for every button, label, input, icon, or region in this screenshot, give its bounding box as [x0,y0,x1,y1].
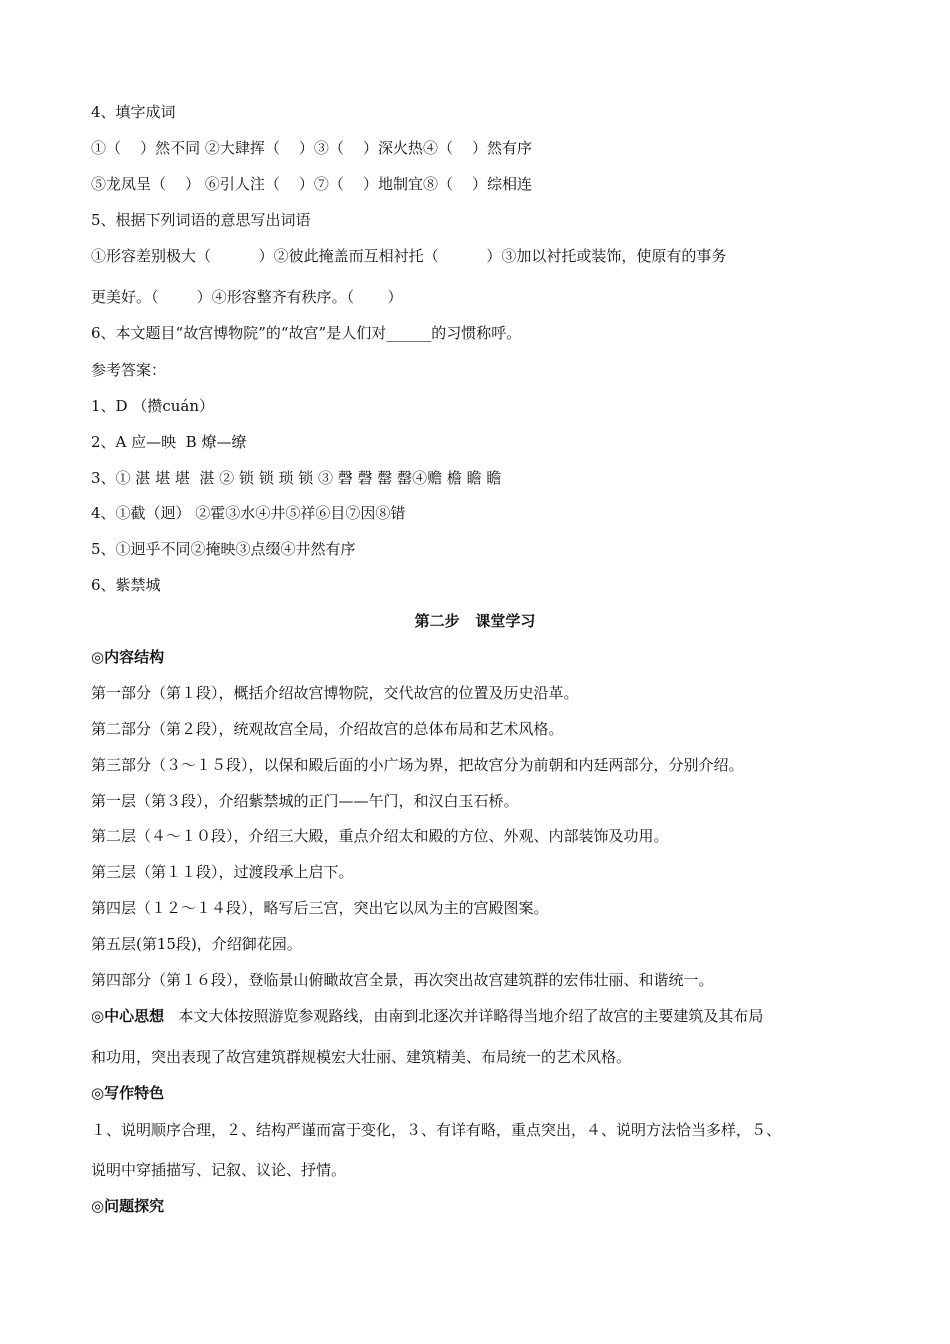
writing-features-heading: ◎写作特色 [91,1084,165,1102]
answer-line: 3、① 湛 堪 堪 湛 ② 锁 锁 琐 锁 ③ 磬 磬 罄 罄④赡 檐 瞻 瞻 [91,469,502,487]
exercise-line: ⑤龙凤呈（ ） ⑥引人注（ ）⑦（ ）地制宜⑧（ ）综相连 [91,175,533,193]
structure-line: 第二层（４～１０段），介绍三大殿，重点介绍太和殿的方位、外观、内部装饰及功用。 [91,827,669,845]
answer-line: 4、①截（迥） ②霍③水④井⑤祥⑥目⑦因⑧错 [91,504,406,522]
structure-line: 第三部分（３～１５段），以保和殿后面的小广场为界，把故宫分为前朝和内廷两部分，分别介绍。 [91,756,744,774]
central-idea-text: 本文大体按照游览参观路线，由南到北逐次并详略得当地介绍了故宫的主要建筑及其布局 [164,1007,764,1025]
answer-line: 5、①迥乎不同②掩映③点缀④井然有序 [91,540,356,558]
structure-line: 第一部分（第１段），概括介绍故宫博物院，交代故宫的位置及历史沿革。 [91,684,579,702]
answers-title: 参考答案： [91,361,167,379]
answer-line: 2、A 应—映 B 燎—缭 [91,433,247,451]
central-idea-line [91,1006,763,1026]
answer-line: 1、D （攒cuán） [91,397,215,415]
writing-features-line: 说明中穿插描写、记叙、议论、抒情。 [91,1161,347,1179]
writing-features-line: １、说明顺序合理，２、结构严谨而富于变化，３、有详有略，重点突出，４、说明方法恰当多样，５、 [91,1121,782,1139]
exercise-line: 5、根据下列词语的意思写出词语 [91,211,311,229]
inquiry-heading: ◎问题探究 [91,1197,165,1215]
structure-line: 第四部分（第１６段），登临景山俯瞰故宫全景，再次突出故宫建筑群的宏伟壮丽、和谐统一。 [91,971,714,989]
structure-line: 第三层（第１１段），过渡段承上启下。 [91,863,354,881]
central-idea-heading: ◎中心思想 [91,1007,165,1025]
section-title: 第二步 课堂学习 [414,612,536,630]
structure-line: 第一层（第３段），介绍紫禁城的正门——午门，和汉白玉石桥。 [91,792,519,810]
structure-line: 第四层（１２～１４段），略写后三宫，突出它以凤为主的宫殿图案。 [91,899,549,917]
exercise-line: ①形容差别极大（ ）②彼此掩盖而互相衬托（ ）③加以衬托或装饰，使原有的事务 [91,247,727,265]
exercise-line: 4、填字成词 [91,103,176,121]
structure-line: 第五层(第15段)，介绍御花园。 [91,935,302,953]
structure-heading: ◎内容结构 [91,648,165,666]
exercise-line: 更美好。（ ）④形容整齐有秩序。（ ） [91,288,403,306]
exercise-line: 6、本文题目“故宫博物院”的“故宫”是人们对______的习惯称呼。 [91,324,522,342]
structure-line: 第二部分（第２段），统观故宫全局，介绍故宫的总体布局和艺术风格。 [91,720,564,738]
exercise-line: ①（ ）然不同 ②大肆挥（ ）③（ ）深火热④（ ）然有序 [91,139,533,157]
answer-line: 6、紫禁城 [91,576,161,594]
central-idea-line: 和功用，突出表现了故宫建筑群规模宏大壮丽、建筑精美、布局统一的艺术风格。 [91,1048,632,1066]
